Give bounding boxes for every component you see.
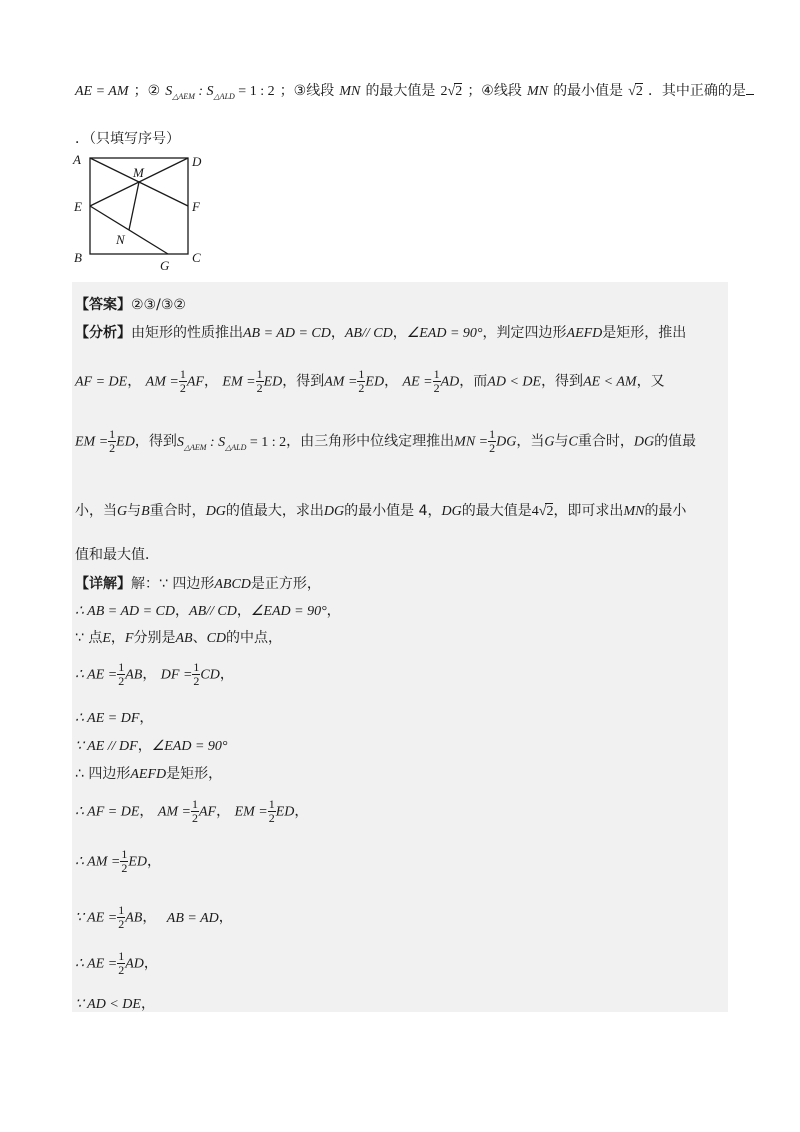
text: F — [124, 631, 134, 646]
text: ，得到 — [282, 373, 325, 390]
math-area-ratio — [177, 435, 286, 450]
detail-label: 【详解】 — [75, 576, 131, 592]
detail-line-4 — [75, 661, 234, 688]
text: S — [176, 434, 184, 450]
fraction — [108, 428, 116, 455]
text: MN — [526, 84, 548, 99]
detail-line-1 — [75, 573, 321, 593]
text: S — [165, 84, 173, 99]
text: DG — [496, 434, 517, 450]
text: 的最大值是 — [365, 83, 436, 99]
text: 重合时， — [149, 503, 206, 519]
text: ∵ 点 — [75, 630, 103, 646]
text: ∠EAD = 90° — [151, 739, 228, 754]
text: ∴ AB = AD = CD — [75, 604, 176, 619]
text: G — [544, 434, 555, 450]
text: 分别是 — [133, 630, 176, 646]
text: 1 — [256, 367, 263, 381]
text: 1 — [489, 427, 496, 441]
text: ，又 — [636, 373, 665, 390]
label-d: D — [192, 154, 202, 169]
text: ， — [218, 909, 233, 926]
text: = 1 : 2 — [234, 84, 275, 99]
text: MN = — [454, 434, 489, 450]
text: 2 — [268, 811, 275, 825]
text: 2 — [455, 84, 463, 99]
text: 2 — [193, 674, 200, 688]
detail-line-10 — [75, 904, 233, 931]
text: : S — [206, 434, 226, 450]
analysis-line-4 — [75, 500, 686, 520]
text: DG — [323, 504, 345, 519]
analysis-label: 【分析】 — [75, 325, 131, 341]
text: AB// CD — [189, 604, 237, 619]
text: ， — [142, 666, 157, 683]
text: AE = — [402, 374, 433, 390]
text: 的中点， — [226, 630, 283, 646]
text: 是正方形， — [250, 576, 321, 592]
label-c: C — [192, 250, 201, 265]
text: ∵ AE = — [75, 910, 118, 926]
detail-line-5 — [75, 707, 153, 727]
text: 是矩形， — [166, 766, 223, 782]
text: AEFD — [566, 326, 603, 341]
label-g: G — [160, 258, 170, 273]
text: AM = — [157, 804, 191, 820]
text: 2 — [358, 381, 365, 395]
detail-line-3 — [75, 627, 282, 647]
analysis-line-2 — [75, 368, 665, 395]
text: ∴ AE = — [75, 956, 118, 972]
text: 2 — [118, 674, 125, 688]
text: AF — [199, 804, 217, 820]
segment-mn — [129, 182, 139, 230]
text: 2 — [118, 963, 125, 977]
text: ， — [137, 738, 152, 754]
analysis-line-5: 值和最大值． — [75, 547, 159, 563]
text: 的最小值是 4， — [344, 503, 442, 519]
text: DG — [205, 504, 226, 519]
answer-value: ②③/③② — [131, 297, 186, 313]
text: ， — [110, 630, 125, 646]
text: : S — [194, 84, 214, 99]
text: ∠EAD = 90° — [406, 326, 483, 341]
detail-line-7 — [75, 763, 222, 783]
question-line-1 — [75, 80, 754, 101]
label-f: F — [192, 199, 200, 214]
text: △AEM — [183, 442, 207, 452]
text: ；④线段 — [467, 83, 522, 99]
text: CD — [206, 631, 227, 646]
fraction — [488, 428, 496, 455]
text: AM = — [324, 374, 358, 390]
text: 1 — [268, 797, 275, 811]
text: AB = AD = CD — [243, 326, 331, 341]
math-sqrt2: √2 — [628, 84, 643, 99]
text: ，当 — [516, 433, 545, 450]
text: 1 — [118, 949, 125, 963]
text: ，而 — [459, 373, 488, 390]
text: ， — [294, 803, 309, 820]
blank-line — [746, 94, 754, 95]
text: ；③线段 — [279, 83, 335, 99]
text: ， — [142, 909, 157, 926]
text: MN — [339, 84, 361, 99]
fraction — [433, 368, 441, 395]
text: 2 — [192, 811, 198, 825]
text: 1 — [193, 660, 200, 674]
text: AD — [125, 956, 144, 972]
fraction — [179, 368, 187, 395]
text: 2 — [179, 381, 186, 395]
text: 的最大值是 — [461, 503, 532, 519]
text: AB — [175, 631, 193, 646]
text: 、 — [192, 630, 207, 646]
text: DG — [441, 504, 462, 519]
text: 2 — [118, 917, 125, 931]
text: DG — [633, 434, 655, 450]
text: ， — [140, 996, 155, 1012]
text: ， — [175, 603, 190, 619]
text: AB — [125, 667, 143, 683]
text: ED — [128, 854, 147, 870]
text: 1 — [358, 367, 365, 381]
text: ∠EAD = 90° — [250, 604, 327, 619]
text: ，判定四边形 — [482, 325, 567, 341]
detail-line-11 — [75, 950, 158, 977]
fraction — [191, 798, 199, 825]
math-ae-am: AE = AM — [75, 84, 129, 99]
text: 由矩形的性质推出 — [131, 325, 243, 341]
text: AE < AM — [583, 374, 637, 390]
text: 2 — [546, 504, 554, 519]
geometry-figure — [70, 150, 210, 275]
math-4sqrt2: 4√2 — [531, 504, 554, 519]
text: ， — [216, 803, 231, 820]
text: 2 — [489, 441, 496, 455]
fraction — [256, 368, 264, 395]
text: ；② — [133, 83, 161, 99]
text: ， — [384, 373, 399, 390]
text: △ALD — [225, 442, 247, 452]
text: C — [568, 434, 578, 450]
text: 重合时， — [577, 433, 634, 450]
math-area-ratio — [165, 84, 274, 99]
text: AB — [125, 910, 143, 926]
text: 的值最 — [654, 433, 697, 450]
label-n: N — [116, 232, 125, 247]
label-m: M — [133, 165, 144, 180]
text: 1 — [179, 367, 186, 381]
text: MN — [623, 504, 645, 519]
text: ED — [263, 374, 283, 390]
text: 2 — [121, 861, 128, 875]
text: 2 — [635, 84, 643, 99]
text: ， — [326, 603, 341, 619]
text: △AEM — [172, 91, 195, 101]
text: G — [117, 504, 128, 519]
analysis-line-3 — [75, 428, 696, 455]
text: ABCD — [214, 577, 251, 592]
text: △ALD — [213, 91, 235, 101]
text: AF — [186, 374, 204, 390]
text: 与 — [554, 433, 569, 450]
fraction — [268, 798, 276, 825]
detail-line-12 — [75, 993, 155, 1013]
text: ， — [143, 955, 158, 972]
text: EM = — [234, 804, 268, 820]
text: ED — [275, 804, 295, 820]
text: 小，当 — [75, 503, 117, 519]
text: ， — [139, 803, 154, 820]
text: ， — [147, 853, 161, 870]
text: 2 — [256, 381, 263, 395]
text: DF = — [160, 667, 193, 683]
text: AB = AD — [166, 910, 219, 926]
text: 的最小值是 — [553, 83, 624, 99]
text: ∴ AM = — [75, 854, 121, 870]
text: ∴ AF = DE — [75, 804, 140, 820]
label-b: B — [74, 250, 82, 265]
text: 4 — [531, 504, 539, 519]
analysis-line-1 — [75, 322, 686, 342]
math-2sqrt2: 2√2 — [440, 84, 463, 99]
text: 1 — [433, 367, 440, 381]
text: ， — [139, 710, 154, 726]
text: ∵ AE // DF — [75, 739, 138, 754]
text: 2 — [440, 84, 448, 99]
text: CD — [200, 667, 220, 683]
text: ， — [392, 325, 407, 341]
text: EM = — [222, 374, 256, 390]
text: 解：∵ 四边形 — [131, 576, 215, 592]
text: ， — [203, 373, 218, 390]
text: 1 — [118, 903, 125, 917]
text: AEFD — [130, 767, 167, 782]
detail-line-9 — [75, 848, 161, 875]
text: ∴ AE = DF — [75, 711, 140, 726]
text: ∵ AD < DE — [75, 997, 141, 1012]
text: 1 — [118, 660, 125, 674]
answer-line — [75, 294, 186, 314]
text: E — [102, 631, 111, 646]
text: ， — [330, 325, 345, 341]
text: 是矩形，推出 — [602, 325, 687, 341]
label-a: A — [73, 152, 81, 167]
detail-line-8 — [75, 798, 308, 825]
text: B — [141, 504, 150, 519]
text: ，由三角形中位线定理推出 — [286, 433, 455, 450]
answer-label: 【答案】 — [75, 297, 131, 313]
text: EM = — [75, 434, 109, 450]
text: 2 — [433, 381, 440, 395]
text: AM = — [145, 374, 179, 390]
text: 1 — [109, 427, 116, 441]
detail-line-2 — [75, 600, 341, 620]
question-line-2: ．（只填写序号） — [75, 131, 180, 147]
detail-line-6 — [75, 735, 228, 755]
text: 2 — [109, 441, 116, 455]
text: ．其中正确的是 — [647, 83, 746, 99]
text: ED — [365, 374, 385, 390]
text: ，得到 — [541, 373, 584, 390]
text: AB// CD — [344, 326, 393, 341]
text: AF = DE — [75, 374, 128, 390]
text: ∴ AE = — [75, 667, 118, 683]
text: = 1 : 2 — [246, 434, 287, 450]
text: AD < DE — [487, 374, 542, 390]
text: 与 — [127, 503, 142, 519]
text: ED — [116, 434, 135, 450]
text: ，得到 — [134, 433, 177, 450]
text: ，即可求出 — [553, 503, 624, 519]
text: ， — [236, 603, 251, 619]
text: ∴ 四边形 — [75, 766, 131, 782]
text: 1 — [192, 797, 198, 811]
text: 的值最大，求出 — [225, 503, 324, 519]
text: ， — [127, 373, 142, 390]
text: 的最小 — [644, 503, 687, 519]
text: 1 — [121, 847, 128, 861]
text: ， — [219, 666, 234, 683]
text: AD — [440, 374, 460, 390]
label-e: E — [74, 199, 82, 214]
